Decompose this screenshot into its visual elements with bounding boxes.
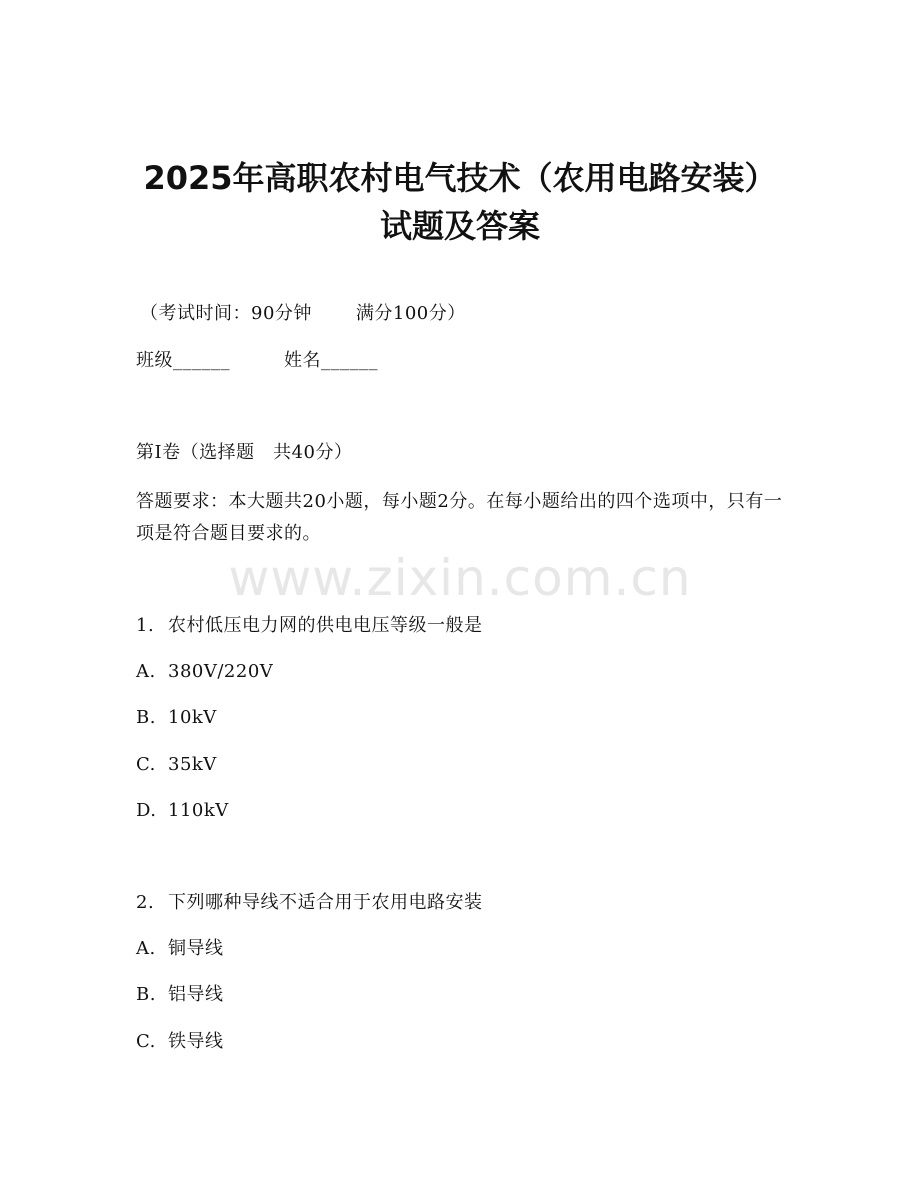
watermark: www.zixin.com.cn (228, 549, 692, 607)
question-1 (136, 614, 483, 638)
option-text: 110kV (168, 800, 229, 821)
question-2-option-b (136, 983, 224, 1007)
option-label: A. (136, 661, 156, 682)
full-score: 满分100分） (355, 303, 466, 324)
question-2-option-a (136, 937, 224, 961)
option-label: D. (136, 800, 157, 821)
question-number: 1. (136, 615, 155, 636)
document-title-line-2: 试题及答案 (379, 207, 540, 245)
question-1-option-b (136, 706, 217, 730)
class-field: 班级______ (136, 350, 230, 371)
exam-info (140, 302, 466, 326)
question-text: 农村低压电力网的供电电压等级一般是 (168, 615, 483, 636)
question-1-option-d (136, 799, 229, 823)
question-text: 下列哪种导线不适合用于农用电路安装 (168, 892, 483, 913)
question-2 (136, 891, 483, 915)
option-label: C. (136, 754, 156, 775)
option-label: B. (136, 984, 156, 1005)
option-label: A. (136, 938, 156, 959)
answer-instructions: 答题要求：本大题共20小题，每小题2分。在每小题给出的四个选项中，只有一项是符合题目要求的。 (136, 491, 783, 544)
document-title-line-1: 2025年高职农村电气技术（农用电路安装） (143, 159, 777, 197)
option-text: 铜导线 (168, 938, 224, 959)
question-2-option-c (136, 1030, 224, 1054)
question-number: 2. (136, 892, 155, 913)
option-text: 35kV (168, 754, 217, 775)
exam-time: （考试时间：90分钟 (140, 303, 312, 324)
question-1-option-c (136, 753, 217, 777)
question-1-option-a (136, 660, 273, 684)
option-text: 10kV (168, 707, 217, 728)
name-field: 姓名______ (284, 350, 378, 371)
option-label: C. (136, 1031, 156, 1052)
section-title: 第I卷（选择题 共40分） (136, 442, 353, 463)
student-fields (136, 349, 378, 373)
option-label: B. (136, 707, 156, 728)
option-text: 380V/220V (168, 661, 274, 682)
option-text: 铝导线 (168, 984, 224, 1005)
option-text: 铁导线 (168, 1031, 224, 1052)
